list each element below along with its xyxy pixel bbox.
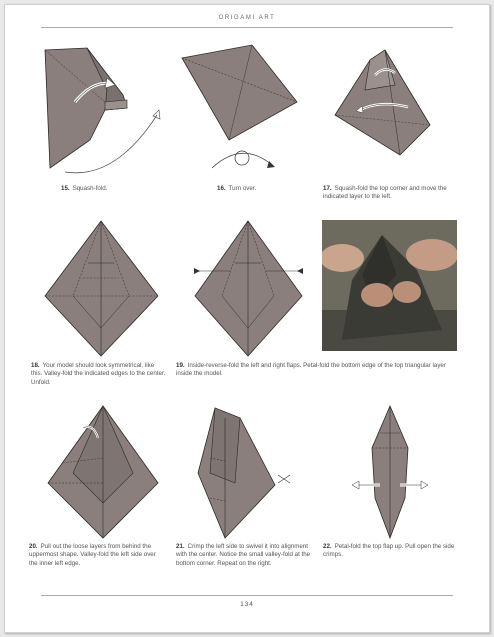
step-number: 19. (176, 362, 185, 369)
step-text: Pull out the loose layers from behind the uppermost shape. Valley-fold the left side over the inner left edge. (29, 543, 156, 567)
caption-step-16 (217, 185, 307, 193)
step-number: 21. (176, 543, 185, 550)
step-text: Inside-reverse-fold the left and right flaps. Petal-fold the bottom edge of the top triangular layer inside the model. (176, 362, 446, 378)
diagram-step-22 (350, 403, 430, 543)
step-number: 17. (323, 185, 332, 192)
page-header: ORIGAMI ART (218, 15, 276, 21)
diagram-step-19 (190, 218, 310, 358)
step-text: Turn over. (228, 185, 257, 192)
diagram-step-17 (330, 45, 445, 170)
step-text: Squash-fold the top corner and move the indicated layer to the left. (323, 185, 447, 201)
step-19-photo (322, 220, 457, 351)
caption-step-17 (323, 185, 463, 202)
caption-step-18 (31, 362, 166, 387)
step-text: Crimp the left side to swivel it into alignment with the center. Notice the small valley-fold at the bottom corner. Repeat on the right. (176, 543, 311, 567)
caption-step-15 (61, 185, 171, 193)
step-number: 16. (217, 185, 226, 192)
caption-step-22 (323, 543, 463, 560)
step-number: 20. (29, 543, 38, 550)
step-number: 22. (323, 543, 332, 550)
diagram-step-16 (177, 40, 307, 175)
caption-step-20 (29, 543, 159, 568)
diagram-step-18 (43, 218, 163, 358)
page-number: 134 (240, 601, 254, 608)
step-text: Petal-fold the top flap up. Pull open the side crimps. (323, 543, 455, 559)
diagram-step-21 (190, 403, 300, 543)
caption-step-19 (176, 362, 461, 379)
header-rule (41, 27, 453, 28)
footer-rule (41, 595, 453, 596)
page (4, 4, 490, 633)
caption-step-21 (176, 543, 316, 568)
step-number: 15. (61, 185, 70, 192)
diagram-step-15 (35, 40, 170, 180)
step-text: Squash-fold. (72, 185, 108, 192)
diagram-step-20 (43, 403, 163, 543)
step-text: Your model should look symmetrical, like this. Valley-fold the indicated edges to the center. Unfold. (31, 362, 166, 386)
step-number: 18. (31, 362, 40, 369)
